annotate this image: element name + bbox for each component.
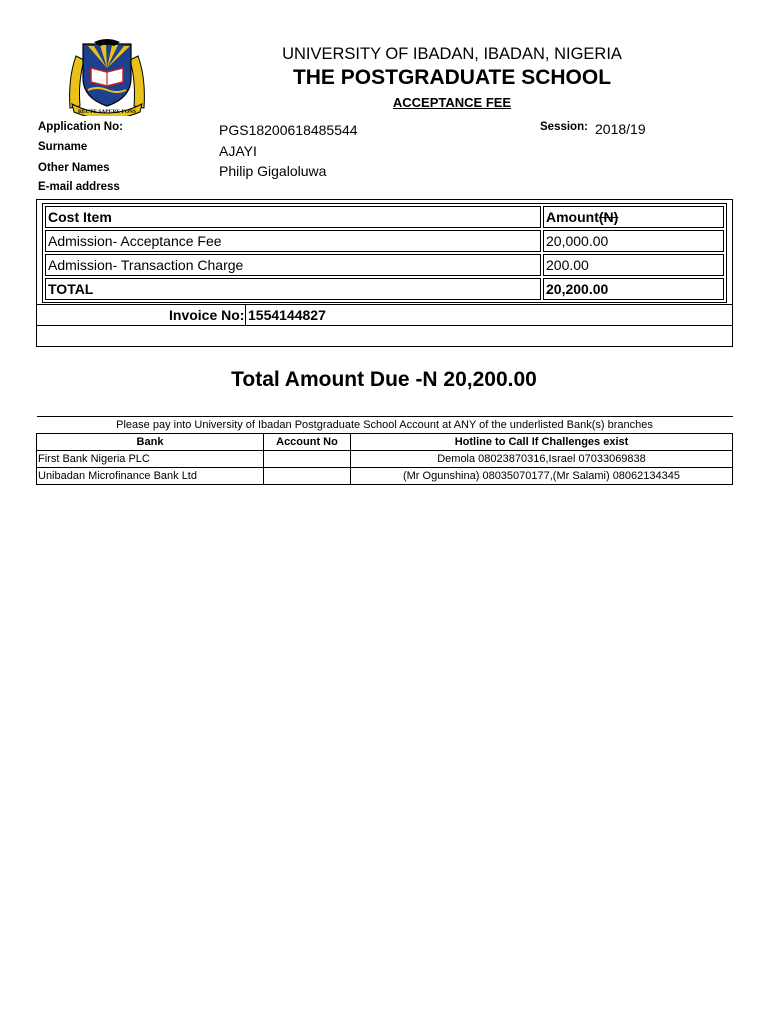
cost-amount: 20,000.00 (543, 230, 724, 252)
surname-label: Surname (38, 141, 88, 153)
account-no-header: Account No (264, 434, 351, 451)
divider (37, 325, 732, 326)
cost-item: Admission- Acceptance Fee (45, 230, 541, 252)
table-row (37, 451, 733, 468)
bank-header-row (37, 434, 733, 451)
bank-name: First Bank Nigeria PLC (37, 451, 264, 468)
amount-header: Amount(N) (543, 206, 724, 228)
hotline: Demola 08023870316,Israel 07033069838 (351, 451, 733, 468)
account-no (264, 451, 351, 468)
surname-value: AJAYI (219, 143, 257, 159)
bank-table (36, 416, 733, 485)
table-row (37, 468, 733, 485)
email-label: E-mail address (38, 181, 120, 193)
cost-item: Admission- Transaction Charge (45, 254, 541, 276)
application-no-label: Application No: (38, 121, 123, 133)
cost-header-row (45, 206, 724, 228)
session-label: Session: (540, 121, 588, 133)
hotline-header: Hotline to Call If Challenges exist (351, 434, 733, 451)
account-no (264, 468, 351, 485)
document-type: ACCEPTANCE FEE (392, 95, 512, 110)
bank-notice-row (37, 417, 733, 434)
total-amount: 20,200.00 (543, 278, 724, 300)
total-amount-due: Total Amount Due -N 20,200.00 (231, 368, 537, 391)
bank-header: Bank (37, 434, 264, 451)
invoice-no-value: 1554144827 (248, 307, 326, 323)
university-name: UNIVERSITY OF IBADAN, IBADAN, NIGERIA (282, 45, 622, 63)
other-names-label: Other Names (38, 162, 110, 174)
invoice-no-label: Invoice No: (169, 307, 245, 323)
other-names-value: Philip Gigaloluwa (219, 163, 327, 179)
table-row (45, 230, 724, 252)
bank-notice: Please pay into University of Ibadan Postgraduate School Account at ANY of the underlisted Bank(s) branches (37, 417, 733, 434)
total-label: TOTAL (45, 278, 541, 300)
application-no-value: PGS18200618485544 (219, 122, 358, 138)
cost-item-header: Cost Item (45, 206, 541, 228)
divider (37, 304, 732, 305)
school-name: THE POSTGRADUATE SCHOOL (292, 66, 612, 89)
cost-table (42, 203, 727, 303)
hotline: (Mr Ogunshina) 08035070177,(Mr Salami) 08062134345 (351, 468, 733, 485)
currency-struck: (N) (598, 209, 619, 225)
table-row (45, 254, 724, 276)
cost-amount: 200.00 (543, 254, 724, 276)
session-value: 2018/19 (595, 121, 646, 137)
crest-motto: RECTE SAPERE FONS (77, 109, 137, 115)
bank-name: Unibadan Microfinance Bank Ltd (37, 468, 264, 485)
total-row (45, 278, 724, 300)
cost-section (36, 199, 733, 347)
divider (245, 305, 246, 325)
